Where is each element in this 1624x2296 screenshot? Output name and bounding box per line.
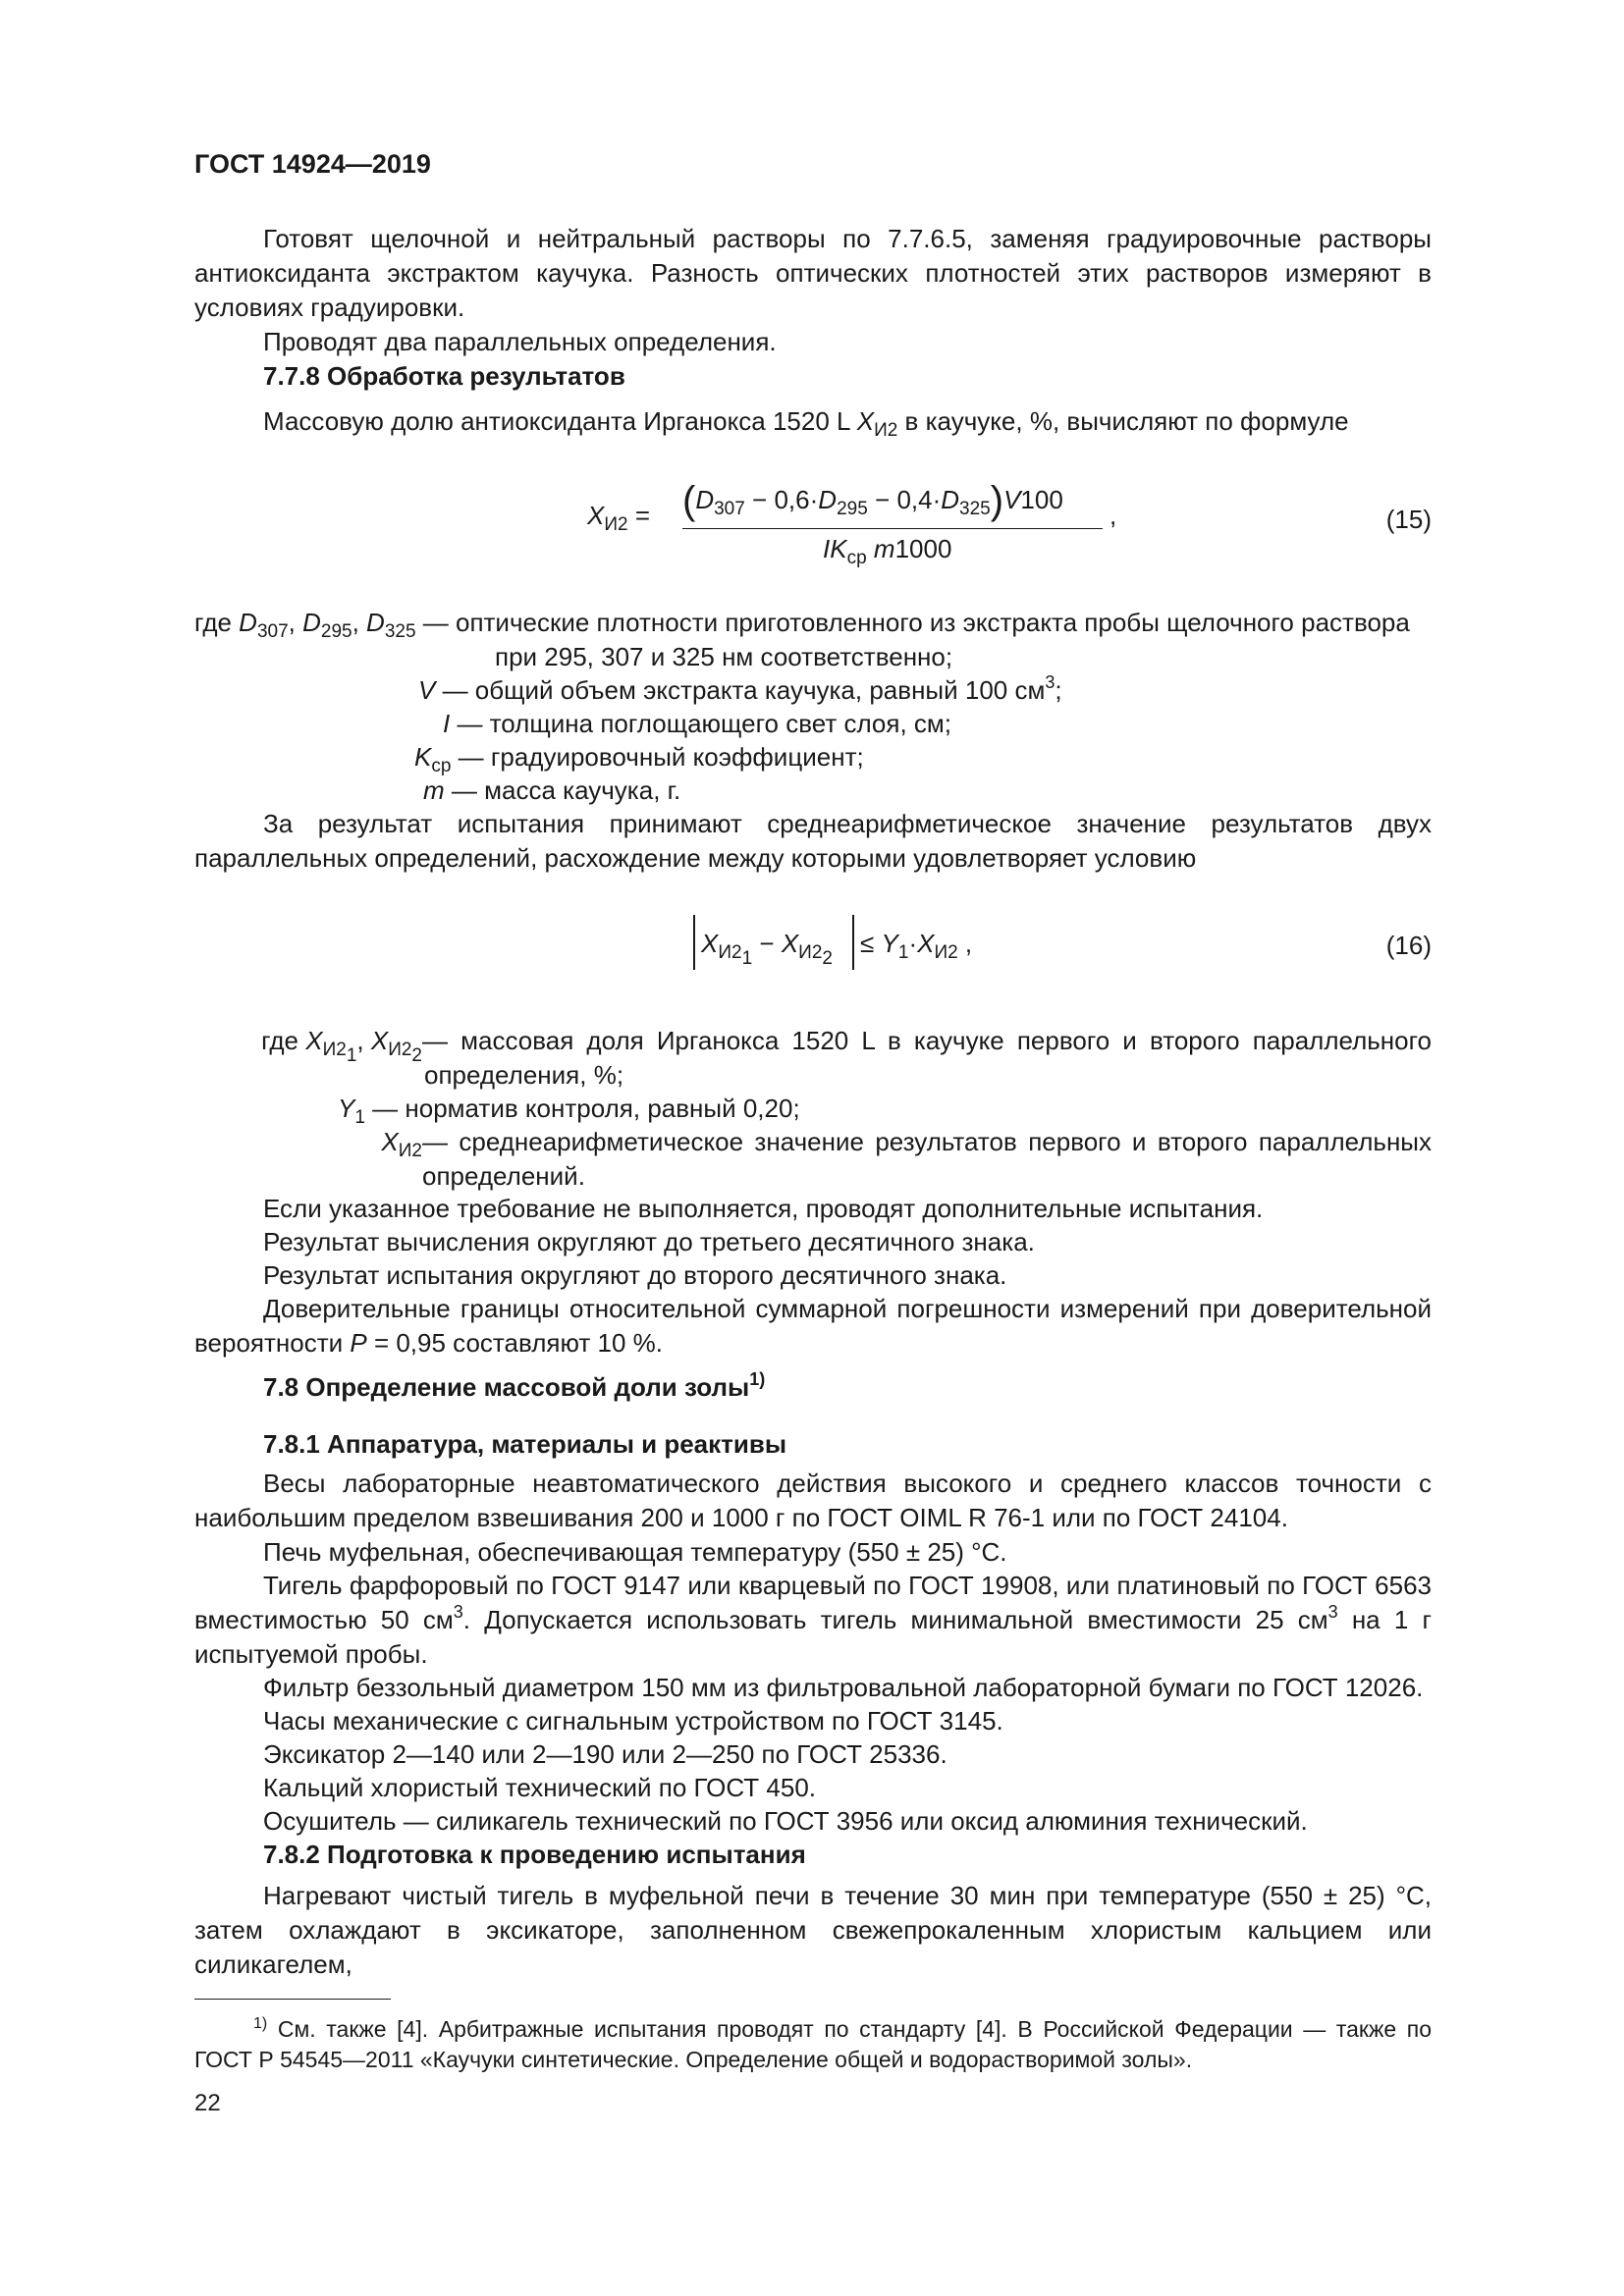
footnote: $^{1)}$ См. также [4]. Арбитражные испытания проводят по стандарту [4]. В Российской Федерации — также по ГОСТ Р 54545—2011 «Каучуки синтетические. Определение общей и водорастворимой золы». <box>194 2015 1433 2072</box>
formula-numerator: $(D_{307} - 0,6\cdot D_{295} - 0,4\cdot D_{325})V100$ <box>682 479 1063 522</box>
legend-item: I — толщина поглощающего свет слоя, см; <box>443 709 951 738</box>
legend-label: где $X_{И2_1}$, $X_{И2_2}$ <box>261 1026 422 1066</box>
legend-text: — массовая доля Ирганокса 1520 L в каучуке первого и второго параллельного определения, %; <box>422 1026 1432 1090</box>
paragraph: За результат испытания принимают среднеарифметическое значение результатов двух параллельных определений, расхождение между которыми удовлетворяет условию <box>194 809 1432 873</box>
formula-denominator: $IK_{ср}$ m1000 <box>823 534 952 568</box>
section-heading-7-8-1: 7.8.1 Аппаратура, материалы и реактивы <box>263 1429 787 1459</box>
footnote-mark: 1) <box>749 1369 766 1389</box>
paragraph: Результат вычисления округляют до третьего десятичного знака. <box>263 1227 1035 1256</box>
page-number: 22 <box>194 2090 221 2116</box>
section-heading-7-7-8: 7.7.8 Обработка результатов <box>263 361 625 391</box>
legend-item: при 295, 307 и 325 нм соответственно; <box>495 642 953 671</box>
formula-abs-content: $X_{И2_1} - X_{И2_2}$ <box>701 929 833 969</box>
section-heading-7-8: 7.8 Определение массовой доли золы$^{1)}$ <box>263 1369 766 1402</box>
document-header: ГОСТ 14924—2019 <box>194 149 431 179</box>
formula-lhs: $X_{И2}$ = <box>587 501 650 535</box>
paragraph: Весы лабораторные неавтоматического действия высокого и среднего классов точности с наибольшим пределом взвешивания 200 и 1000 г по ГОСТ OIML R 76-1 или по ГОСТ 24104. <box>194 1468 1432 1532</box>
paragraph: Часы механические с сигнальным устройством по ГОСТ 3145. <box>263 1706 1003 1735</box>
paragraph: Массовую долю антиоксиданта Ирганокса 1520 L $X_{И2}$ в каучуке, %, вычисляют по формуле <box>263 406 1349 441</box>
section-heading-7-8-2: 7.8.2 Подготовка к проведению испытания <box>263 1840 806 1869</box>
paragraph: Результат испытания округляют до второго десятичного знака. <box>263 1260 1007 1290</box>
paragraph: Эксикатор 2—140 или 2—190 или 2—250 по ГОСТ 25336. <box>263 1739 947 1769</box>
abs-bar-right <box>852 915 854 970</box>
formula-comma: , <box>1110 501 1117 530</box>
paragraph: Фильтр беззольный диаметром 150 мм из фильтровальной лабораторной бумаги по ГОСТ 12026. <box>263 1673 1424 1702</box>
legend-item: m — масса каучука, г. <box>423 775 681 805</box>
paragraph: Тигель фарфоровый по ГОСТ 9147 или кварцевый по ГОСТ 19908, или платиновый по ГОСТ 6563 вместимостью 50 $см^3$. Допускается использовать тигель минимальной вместимости 25 $см^3$ на 1 г испытуемой пробы. <box>194 1571 1432 1669</box>
paragraph: Печь муфельная, обеспечивающая температуру (550 ± 25) °С. <box>263 1537 1007 1567</box>
paragraph: Доверительные границы относительной суммарной погрешности измерений при доверительной вероятности P = 0,95 составляют 10 %. <box>194 1294 1432 1358</box>
equation-number: (16) <box>1385 931 1432 960</box>
legend-label: $X_{И2}$ <box>381 1127 422 1161</box>
paragraph: Готовят щелочной и нейтральный растворы по 7.7.6.5, заменяя градуировочные растворы антиоксиданта экстрактом каучука. Разность оптических плотностей этих растворов измеряют в условиях градуировки. <box>194 224 1432 322</box>
fraction-bar <box>682 528 1103 529</box>
legend-item: $Y_1$ — норматив контроля, равный 0,20; <box>338 1094 800 1128</box>
legend-item: $K_{ср}$ — градуировочный коэффициент; <box>414 742 864 776</box>
abs-bar-left <box>693 915 695 970</box>
paragraph: Осушитель — силикагель технический по ГОСТ 3956 или оксид алюминия технический. <box>263 1806 1308 1836</box>
formula-rhs: ≤ $Y_1\cdot X_{И2}$ , <box>860 929 973 963</box>
footnote-separator <box>194 1999 391 2000</box>
equation-number: (15) <box>1385 505 1432 534</box>
legend-item: где $D_{307}$, $D_{295}$, $D_{325}$ — оптические плотности приготовленного из экстракта пробы щелочного раствора <box>194 608 1410 642</box>
legend-text: — среднеарифметическое значение результатов первого и второго параллельных определений. <box>422 1127 1432 1191</box>
paragraph: Проводят два параллельных определения. <box>263 327 777 356</box>
legend-item: V — общий объем экстракта каучука, равный 100 $см^3$; <box>418 672 1062 705</box>
paragraph: Кальций хлористый технический по ГОСТ 450. <box>263 1773 816 1802</box>
paragraph: Нагревают чистый тигель в муфельной печи в течение 30 мин при температуре (550 ± 25) °С, затем охлаждают в эксикаторе, заполненном свежепрокаленным хлористым кальцием или силикагелем, <box>194 1881 1432 1979</box>
paragraph: Если указанное требование не выполняется, проводят дополнительные испытания. <box>263 1194 1264 1223</box>
